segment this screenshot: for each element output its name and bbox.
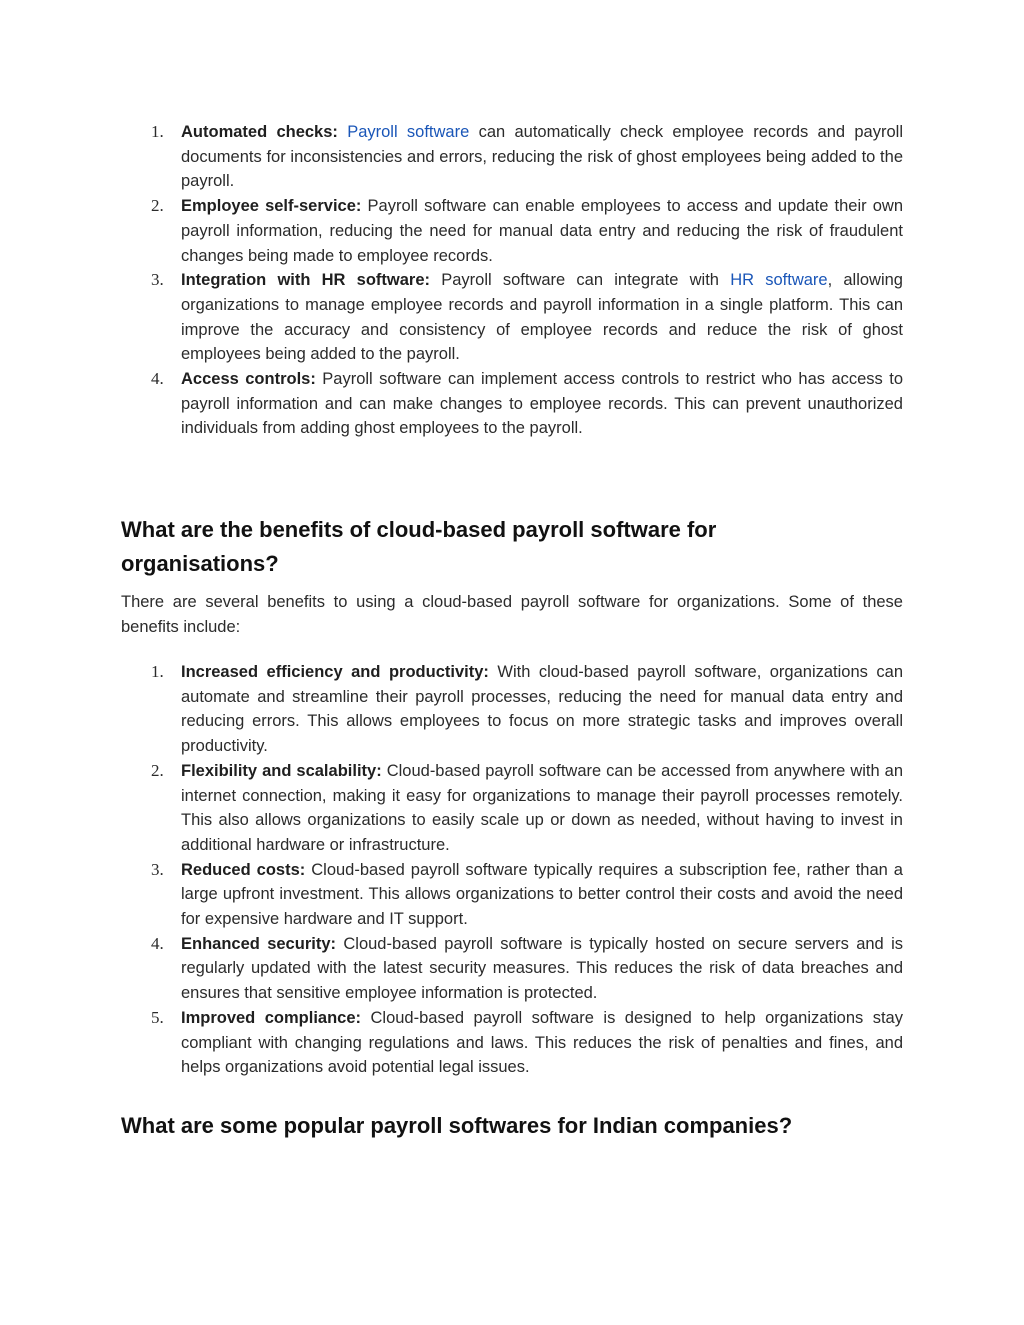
section-intro-paragraph: There are several benefits to using a cloud-based payroll software for organizations. Some of these benefits include: xyxy=(121,593,903,636)
list-item-lead: Access controls: xyxy=(181,370,316,389)
section-heading-popular-payroll: What are some popular payroll softwares for Indian companies? xyxy=(121,1113,793,1138)
list-number: 4. xyxy=(151,369,164,389)
list-number: 3. xyxy=(151,859,164,879)
ghost-employee-prevention-list xyxy=(0,120,1024,441)
list-item-lead: Flexibility and scalability: xyxy=(181,761,382,780)
list-item-text: Cloud-based payroll software typically requires a subscription fee, rather than a large upfront investment. This allows organizations to better control their costs and avoid the need for expensive hardware and IT support. xyxy=(181,860,903,929)
benefits-list xyxy=(0,660,1024,1080)
list-item-text: Payroll software can integrate with xyxy=(441,271,719,290)
list-item-lead: Automated checks: xyxy=(181,123,338,141)
list-item-lead: Enhanced security: xyxy=(181,934,336,953)
list-item xyxy=(0,858,903,932)
list-item-lead: Employee self-service: xyxy=(181,197,362,216)
list-item-lead: Increased efficiency and productivity: xyxy=(181,663,489,681)
list-item-lead: Improved compliance: xyxy=(181,1008,362,1027)
list-item xyxy=(0,367,903,441)
list-item-text: Payroll software can implement access controls to restrict who has access to payroll information and can make changes to employee records. This can prevent unauthorized individuals from adding ghost employees to the payroll. xyxy=(181,370,904,438)
list-item-lead: Integration with HR software: xyxy=(181,271,431,290)
list-number: 1. xyxy=(151,122,164,141)
list-item xyxy=(0,194,903,268)
list-number: 3. xyxy=(151,270,164,290)
list-item-text: Payroll software can enable employees to access and update their own payroll information, reducing the need for manual data entry and reducing the risk of fraudulent changes being made to employee records. xyxy=(181,197,904,265)
list-item-text: can automatically check employee records and payroll documents for inconsistencies and errors, reducing the risk of ghost employees being added to the payroll. xyxy=(181,123,903,191)
list-number: 4. xyxy=(151,933,164,953)
list-item-text: , allowing organizations to manage employee records and payroll information in a single platform. This can improve the accuracy and consistency of employee records and reduce the risk of ghost employees being added to the payroll. xyxy=(181,271,903,364)
list-item xyxy=(0,759,903,858)
list-item xyxy=(0,268,903,367)
list-item-text: Cloud-based payroll software is typically hosted on secure servers and is regularly updated with the latest security measures. This reduces the risk of data breaches and ensures that sensitive employee information is protected. xyxy=(181,934,903,1003)
section-heading-benefits: What are the benefits of cloud-based payroll software for organisations? xyxy=(121,517,717,576)
list-item-text: With cloud-based payroll software, organizations can automate and streamline their payroll processes, reducing the need for manual data entry and reducing errors. This allows employees to focus on more strategic tasks and improves overall productivity. xyxy=(181,663,903,756)
list-item xyxy=(0,120,903,194)
list-item xyxy=(0,660,903,759)
list-number: 5. xyxy=(151,1007,164,1027)
list-number: 2. xyxy=(151,196,164,216)
hr-software-link[interactable]: HR software xyxy=(730,271,828,290)
list-number: 2. xyxy=(151,760,164,780)
list-item-text: Cloud-based payroll software is designed to help organizations stay compliant with changing regulations and laws. This reduces the risk of penalties and fines, and helps organizations avoid potential legal issues. xyxy=(181,1008,903,1077)
list-item-text: Cloud-based payroll software can be accessed from anywhere with an internet connection, making it easy for organizations to manage their payroll processes remotely. This also allows organizations to easily scale up or down as needed, without having to invest in additional hardware or infrastructure. xyxy=(181,761,903,854)
payroll-software-link[interactable]: Payroll software xyxy=(347,123,470,141)
list-item-lead: Reduced costs: xyxy=(181,860,306,879)
list-number: 1. xyxy=(151,662,164,681)
list-item xyxy=(0,932,903,1006)
list-item xyxy=(0,1006,903,1080)
